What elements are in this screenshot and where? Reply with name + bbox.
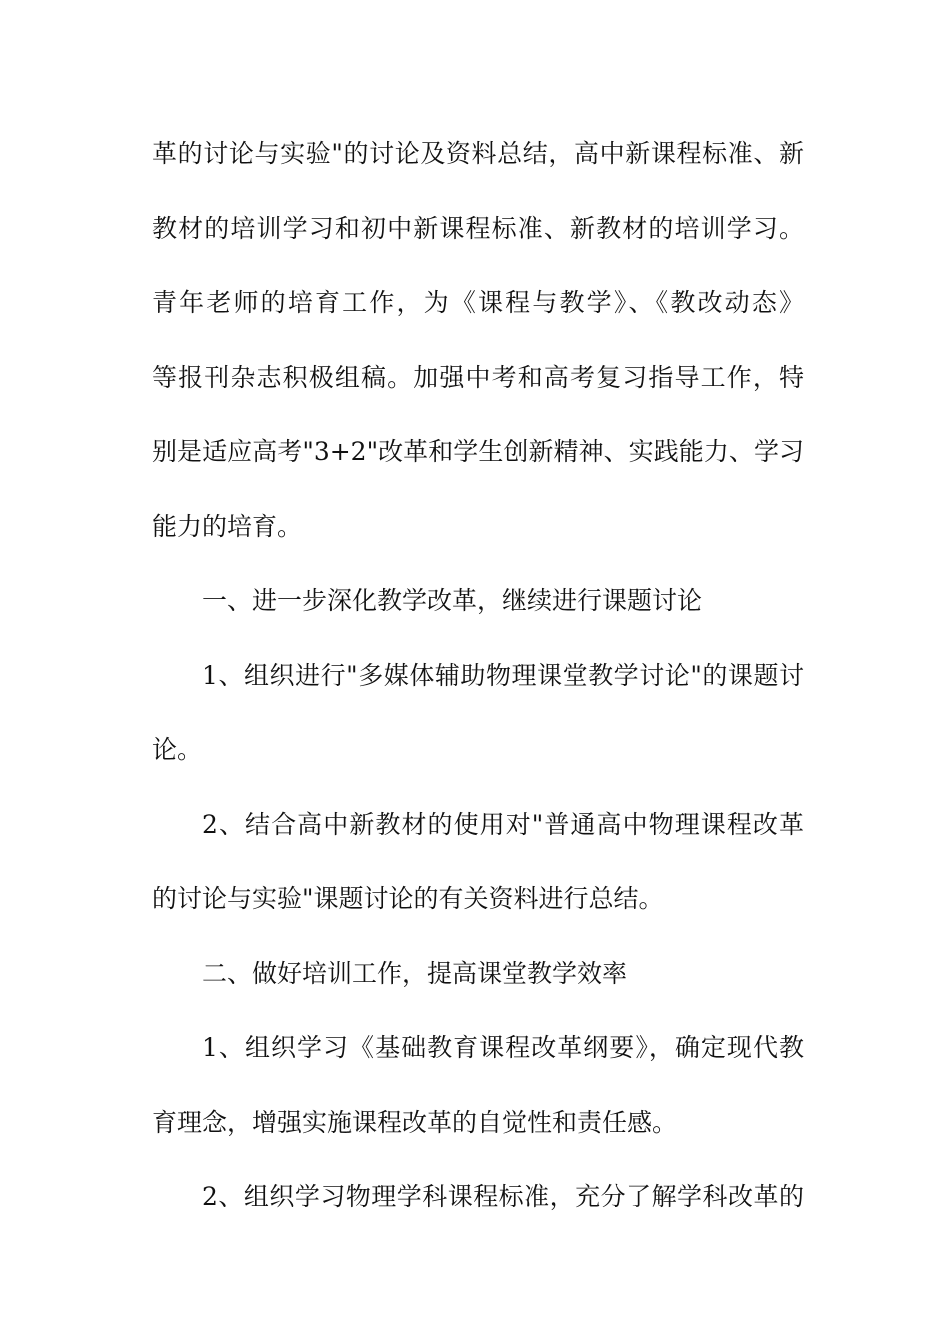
paragraph-line: 革的讨论与实验"的讨论及资料总结，高中新课程标准、新 xyxy=(152,139,804,168)
section-heading: 二、做好培训工作，提高课堂教学效率 xyxy=(202,958,628,988)
list-item-line: 1、组织进行"多媒体辅助物理课堂教学讨论"的课题讨 xyxy=(202,660,804,690)
list-item-line: 的讨论与实验"课题讨论的有关资料进行总结。 xyxy=(152,884,664,913)
list-item-line: 2、结合高中新教材的使用对"普通高中物理课程改革 xyxy=(202,809,804,839)
list-item-line: 育理念，增强实施课程改革的自觉性和责任感。 xyxy=(152,1107,678,1137)
list-item-line: 论。 xyxy=(152,735,203,764)
paragraph-line: 教材的培训学习和初中新课程标准、新教材的培训学习。 xyxy=(152,213,804,243)
list-item-line: 2、组织学习物理学科课程标准，充分了解学科改革的 xyxy=(202,1182,804,1211)
paragraph-line: 青年老师的培育工作，为《课程与教学》、《教改动态》 xyxy=(152,288,804,317)
paragraph-line: 能力的培育。 xyxy=(152,511,303,541)
section-heading: 一、进一步深化教学改革，继续进行课题讨论 xyxy=(202,586,703,615)
paragraph-line: 等报刊杂志积极组稿。加强中考和高考复习指导工作，特 xyxy=(152,362,804,392)
list-item-line: 1、组织学习《基础教育课程改革纲要》，确定现代教 xyxy=(202,1033,804,1062)
paragraph-line: 别是适应高考"3+2"改革和学生创新精神、实践能力、学习 xyxy=(152,437,804,466)
document-body xyxy=(152,126,804,1244)
